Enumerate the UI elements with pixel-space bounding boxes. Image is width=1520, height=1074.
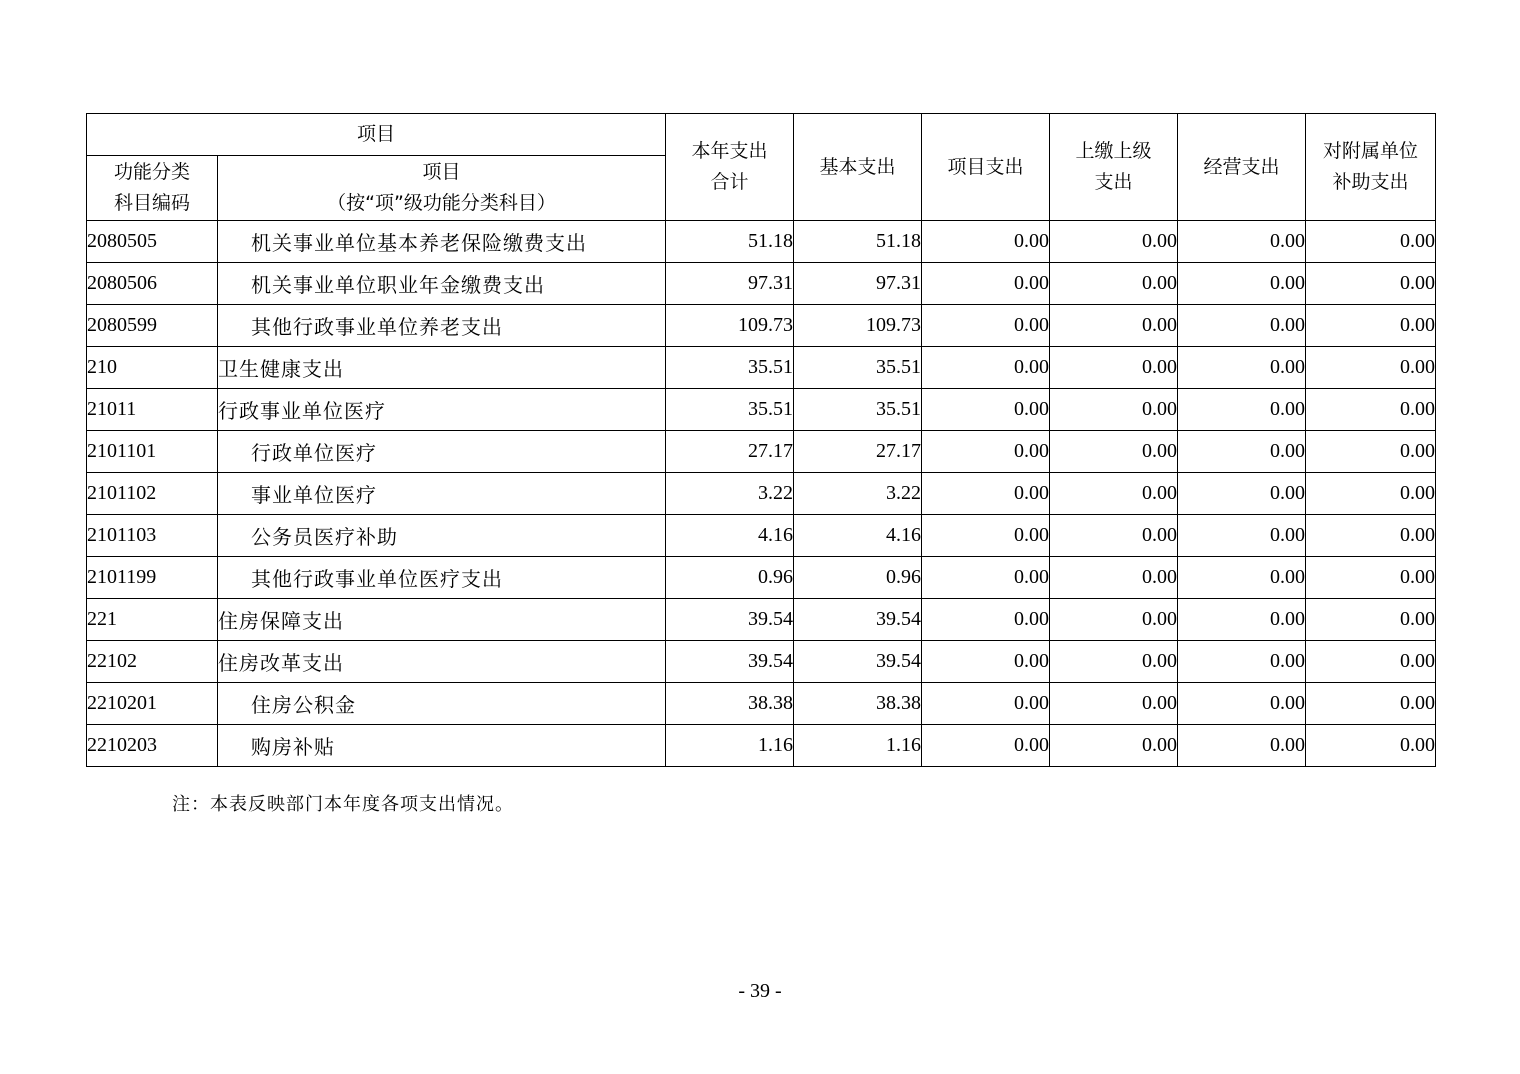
row-project: 0.00	[922, 683, 1050, 725]
row-subsidy: 0.00	[1306, 347, 1436, 389]
row-upper: 0.00	[1050, 557, 1178, 599]
header-upper: 上缴上级 支出	[1050, 114, 1178, 221]
row-total: 3.22	[666, 473, 794, 515]
row-basic: 4.16	[794, 515, 922, 557]
row-code: 22102	[87, 641, 218, 683]
row-total: 4.16	[666, 515, 794, 557]
row-operating: 0.00	[1178, 473, 1306, 515]
row-subsidy: 0.00	[1306, 389, 1436, 431]
page-number: - 39 -	[738, 980, 782, 1002]
expenditure-table	[86, 113, 1436, 767]
row-basic: 35.51	[794, 389, 922, 431]
row-project: 0.00	[922, 599, 1050, 641]
row-operating: 0.00	[1178, 557, 1306, 599]
row-upper: 0.00	[1050, 305, 1178, 347]
row-total: 35.51	[666, 347, 794, 389]
row-name: 行政单位医疗	[218, 431, 666, 473]
row-code: 2101199	[87, 557, 218, 599]
row-name: 住房保障支出	[218, 599, 666, 641]
row-project: 0.00	[922, 389, 1050, 431]
row-total: 51.18	[666, 221, 794, 263]
header-basic: 基本支出	[794, 114, 922, 221]
table-header	[87, 114, 1436, 221]
table-row	[87, 599, 1436, 641]
row-subsidy: 0.00	[1306, 431, 1436, 473]
row-name: 购房补贴	[218, 725, 666, 767]
table-row	[87, 641, 1436, 683]
table-row	[87, 389, 1436, 431]
row-subsidy: 0.00	[1306, 263, 1436, 305]
row-upper: 0.00	[1050, 515, 1178, 557]
row-code: 2080506	[87, 263, 218, 305]
row-name: 机关事业单位职业年金缴费支出	[218, 263, 666, 305]
row-basic: 109.73	[794, 305, 922, 347]
row-total: 39.54	[666, 599, 794, 641]
header-operating: 经营支出	[1178, 114, 1306, 221]
row-project: 0.00	[922, 263, 1050, 305]
table-row	[87, 263, 1436, 305]
row-project: 0.00	[922, 557, 1050, 599]
row-project: 0.00	[922, 221, 1050, 263]
row-operating: 0.00	[1178, 221, 1306, 263]
row-name: 行政事业单位医疗	[218, 389, 666, 431]
row-basic: 97.31	[794, 263, 922, 305]
row-subsidy: 0.00	[1306, 473, 1436, 515]
header-subsidy: 对附属单位 补助支出	[1306, 114, 1436, 221]
row-total: 97.31	[666, 263, 794, 305]
row-name: 卫生健康支出	[218, 347, 666, 389]
row-code: 2080505	[87, 221, 218, 263]
row-operating: 0.00	[1178, 305, 1306, 347]
row-code: 2101102	[87, 473, 218, 515]
row-subsidy: 0.00	[1306, 305, 1436, 347]
row-project: 0.00	[922, 725, 1050, 767]
row-basic: 51.18	[794, 221, 922, 263]
row-operating: 0.00	[1178, 347, 1306, 389]
row-subsidy: 0.00	[1306, 725, 1436, 767]
row-subsidy: 0.00	[1306, 221, 1436, 263]
row-code: 2101103	[87, 515, 218, 557]
row-name: 其他行政事业单位医疗支出	[218, 557, 666, 599]
row-total: 39.54	[666, 641, 794, 683]
row-total: 35.51	[666, 389, 794, 431]
row-code: 2101101	[87, 431, 218, 473]
row-name: 住房改革支出	[218, 641, 666, 683]
table-note: 注：本表反映部门本年度各项支出情况。	[172, 794, 514, 815]
row-name: 住房公积金	[218, 683, 666, 725]
row-basic: 0.96	[794, 557, 922, 599]
table-row	[87, 221, 1436, 263]
header-name: 项目 （按“项”级功能分类科目）	[218, 156, 666, 221]
row-total: 38.38	[666, 683, 794, 725]
row-operating: 0.00	[1178, 683, 1306, 725]
table-row	[87, 515, 1436, 557]
row-subsidy: 0.00	[1306, 641, 1436, 683]
row-upper: 0.00	[1050, 431, 1178, 473]
row-basic: 39.54	[794, 641, 922, 683]
row-operating: 0.00	[1178, 599, 1306, 641]
header-project-group: 项目	[87, 114, 666, 156]
row-code: 2210203	[87, 725, 218, 767]
row-operating: 0.00	[1178, 263, 1306, 305]
row-code: 2210201	[87, 683, 218, 725]
row-code: 2080599	[87, 305, 218, 347]
table-row	[87, 683, 1436, 725]
table-body	[87, 221, 1436, 767]
row-operating: 0.00	[1178, 641, 1306, 683]
row-upper: 0.00	[1050, 347, 1178, 389]
header-project: 项目支出	[922, 114, 1050, 221]
row-project: 0.00	[922, 431, 1050, 473]
row-project: 0.00	[922, 305, 1050, 347]
row-basic: 1.16	[794, 725, 922, 767]
table-row	[87, 473, 1436, 515]
row-basic: 38.38	[794, 683, 922, 725]
row-subsidy: 0.00	[1306, 557, 1436, 599]
row-subsidy: 0.00	[1306, 599, 1436, 641]
table-row	[87, 431, 1436, 473]
row-operating: 0.00	[1178, 725, 1306, 767]
row-operating: 0.00	[1178, 389, 1306, 431]
row-upper: 0.00	[1050, 221, 1178, 263]
row-upper: 0.00	[1050, 599, 1178, 641]
row-project: 0.00	[922, 473, 1050, 515]
row-name: 公务员医疗补助	[218, 515, 666, 557]
table-row	[87, 557, 1436, 599]
header-code: 功能分类 科目编码	[87, 156, 218, 221]
row-total: 1.16	[666, 725, 794, 767]
header-total: 本年支出 合计	[666, 114, 794, 221]
row-basic: 39.54	[794, 599, 922, 641]
row-upper: 0.00	[1050, 473, 1178, 515]
row-upper: 0.00	[1050, 389, 1178, 431]
row-operating: 0.00	[1178, 431, 1306, 473]
row-subsidy: 0.00	[1306, 683, 1436, 725]
row-basic: 27.17	[794, 431, 922, 473]
row-code: 21011	[87, 389, 218, 431]
row-code: 210	[87, 347, 218, 389]
row-subsidy: 0.00	[1306, 515, 1436, 557]
row-upper: 0.00	[1050, 641, 1178, 683]
row-upper: 0.00	[1050, 263, 1178, 305]
row-total: 27.17	[666, 431, 794, 473]
table-row	[87, 347, 1436, 389]
row-total: 109.73	[666, 305, 794, 347]
row-upper: 0.00	[1050, 683, 1178, 725]
row-project: 0.00	[922, 515, 1050, 557]
table-row	[87, 305, 1436, 347]
row-name: 事业单位医疗	[218, 473, 666, 515]
row-name: 其他行政事业单位养老支出	[218, 305, 666, 347]
row-operating: 0.00	[1178, 515, 1306, 557]
row-name: 机关事业单位基本养老保险缴费支出	[218, 221, 666, 263]
row-code: 221	[87, 599, 218, 641]
row-total: 0.96	[666, 557, 794, 599]
row-basic: 35.51	[794, 347, 922, 389]
row-project: 0.00	[922, 641, 1050, 683]
row-upper: 0.00	[1050, 725, 1178, 767]
table-row	[87, 725, 1436, 767]
row-project: 0.00	[922, 347, 1050, 389]
row-basic: 3.22	[794, 473, 922, 515]
